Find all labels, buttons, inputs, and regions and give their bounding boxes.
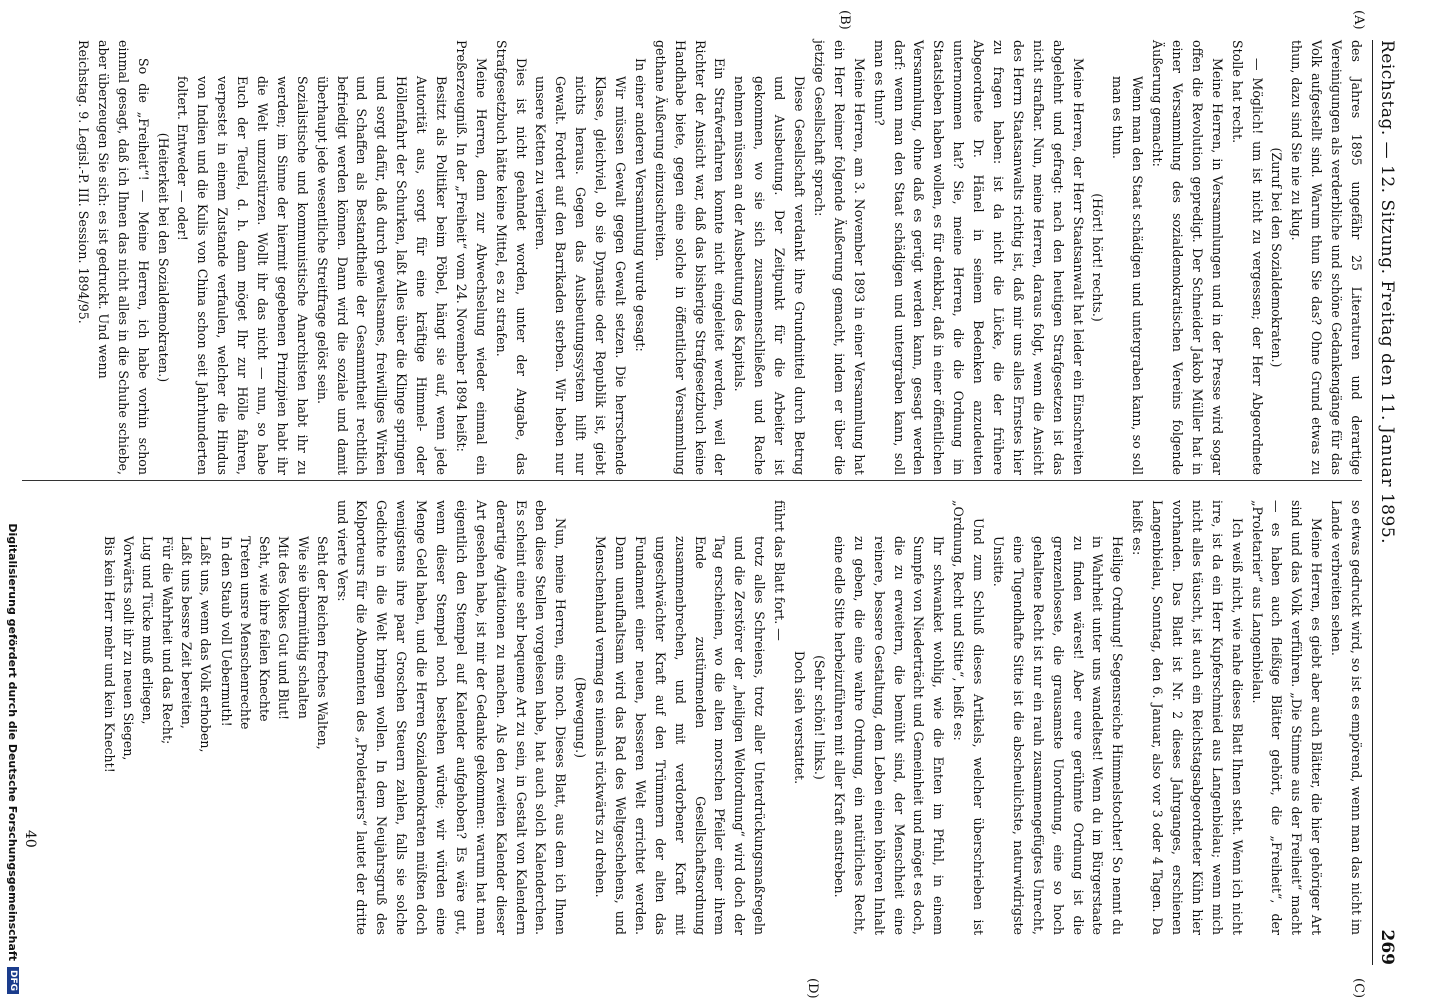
quotation: Besitzt als Politiker beim Pöbel, hängt sie auf, wenn jede Autorität aus, sorgt für eine kräftige Himmel- oder Höllenfahrt der Schurken, laßt Alles über die Klinge springen und sorgt dafür, daß durch gewaltsames, freiwilliges Wirken und Schaffen als Bestandtheile der Gesammtheit rechtlich befriedigt werden können. Dann wird die soziale und damit überhaupt jede wesentliche Streitfrage gelöst sein. — [314, 76, 450, 475]
digitization-note — [2, 0, 24, 1000]
paragraph: In einer anderen Versammlung wurde gesagt: — [632, 58, 648, 352]
paragraph: des Jahres 1895 ungefähr 25 Literaturen und derartige Vereinigungen als verderbliche und schöne Gedankengänge für das Volk aufgestellt sind. Warum thun Sie das? Ohne Grund etwas zu thun, dazu sind Sie nie zu klug. — [1289, 40, 1364, 475]
quotation: Diese Gesellschaft verdankt ihre Grundmittel durch Betrug und Ausbeutung. Der Zeitpunkt für die Arbeiter ist gekommen, wo sie sich zusammenschließen und Rache nehmen müssen an der Ausbeutung des Kapitals. — [732, 76, 808, 475]
margin-marker-d: (D) — [805, 978, 820, 999]
quotation: Ihr schwanket wohlig, wie die Enten im Pfuhl, in einem Sumpfe von Niederträcht und Gemeinheit und möget es doch, die zu erweitern, die bemüht sind, der Menschheit eine reinere, bessere Gestaltung, dem Leben einen höheren Inhalt zu geben, die eine wahre Ordnung, ein natürliches Recht, eine edle Sitte herbeizuführen mit aller Kraft anstreben. — [831, 536, 947, 935]
left-column — [73, 40, 1366, 475]
interjection: (Bewegung.) — [573, 676, 589, 759]
poem-verse: Laßt uns, wenn das Volk erhoben, Laßt uns bessre Zeit bereiten, Für die Wahrheit und das Recht; Lug und Tücke muß erliegen, Vorwärts sollt ihr zu neuen Siegen, Bis kein Herr mehr und kein Knecht! — [102, 536, 213, 773]
quotation: trotz alles Schreiens, trotz aller Unterdrückungsmaßregeln und die Zerstörer der „heiligen Weltordnung“ wird doch der Tag erscheinen, wo die alten morschen Pfeiler einer ihrem Ende zustürmenden Gesellschaftsordnung zusammenbrechen, und mit verdorbener Kraft mit ungeschwächter Kraft auf den Trümmern der alten das Fundament einer neuen, besseren Welt errichtet werden. Dann unaufhaltsam wird das Rad des Weltgeschehens, und Menschenhand vermag es niemals rückwärts zu drehen. — [593, 536, 768, 935]
paragraph: Meine Herren, am 3. November 1893 in einer Versammlung hat ein Herr Reimer folgende Äußerung gemacht, indem er über die jetzige Gesellschaft sprach: — [811, 40, 867, 475]
signature-number: 40 — [22, 830, 38, 848]
paragraph: Dies ist nicht geahndet worden, unter der Angabe, das Strafgesetzbuch hätte keine Mittel, es zu strafen. — [493, 40, 529, 475]
paragraph: — Möglich! um ist nicht zu vergessen; der Herr Abgeordnete Stolle hat recht. — [1229, 40, 1265, 475]
paragraph: so etwas gedruckt wird, so ist es empörend, wenn man das nicht im Lande verbreiten sehen. — [1329, 500, 1364, 935]
margin-marker-a: (A) — [1351, 10, 1366, 30]
paragraph: Meine Herren, es giebt aber auch Blätter, die hier gehöriger Art sind und das Volk verführen. „Die Stimme aus der Freiheit“ macht — es haben auch fleißige Blätter gehört, die „Freiheit“, der „Proletarier“ aus Langenbielau. — [1249, 500, 1325, 935]
paragraph: Und zum Schluß dieses Artikels, welcher überschrieben ist „Ordnung, Recht und Sitte“, heißt es: — [951, 500, 987, 935]
paragraph: Meine Herren, in Versammlungen und in der Presse wird sogar offen die Revolution gepredigt. Der Schneider Jakob Müller hat in einer Versammlung des sozialdemokratischen Vereins folgende Äußerung gemacht: — [1150, 40, 1225, 475]
quotation: Wir müssen Gewalt gegen Gewalt setzen. Die herrschende Klasse, gleichviel, ob sie Dynastie oder Republik ist, giebt nichts heraus. Gegen das Ausbeutungssystem hilft nur Gewalt. Fordert auf den Barrikaden sterben. Wir heben nur unsere Ketten zu verlieren. — [533, 76, 629, 475]
paragraph: Doch sieh verstattet. — [792, 650, 808, 785]
margin-marker-b: (B) — [837, 10, 852, 30]
running-title: Reichstag. — 12. Sitzung. Freitag den 11. Januar 1895. — [1377, 40, 1397, 545]
page-header — [1372, 40, 1412, 965]
paragraph: Ich weiß nicht, wie nahe dieses Blatt Ihnen steht. Wenn ich nicht irre, ist da ein Herr Kupferschmied aus Langenbielau; wenn mich nicht alles täuscht, ist auch ein Reichstagsabgeordneter Kühn hier vorhanden. Das Blatt ist Nr. 2 dieses Jahrganges, erschienen Langenbielau, Sonntag, den 6. Januar, also vor 3 oder 4 Tagen. Da heißt es: — [1130, 500, 1245, 935]
page-number: 269 — [1377, 929, 1397, 965]
dfg-logo: DFG — [7, 967, 19, 994]
quotation: Sozialistische und kommunistische Anarchisten habt ihr zu werden; im Sinne der hiermit gegebenen Prinzipien habt ihr die Welt umzustürzen. Wollt ihr das nicht — nun, so habe Euch der Teufel, d. h. dann möget Ihr zur Hölle fahren, verpestet in einem Zustande verfaulen, welcher die Hindus von Indien und die Kulis von China schon seit Jahrhunderten foltert. Entweder — oder! — [175, 76, 310, 475]
source-footer: Reichstag. 9. Legisl.-P. III. Session. 1894/95. — [76, 40, 91, 324]
interjection: (Hört! hört! rechts.) — [1090, 193, 1106, 322]
interjection: (Zuruf bei den Sozialdemokraten.) — [1269, 147, 1285, 368]
quotation: Wenn man den Staat schädigen und untergraben kann, so soll man es thun. — [1110, 76, 1146, 475]
poem-verse: Seht der Reichen freches Walten, Wie sie übermüthig schalten Mit des Volkes Gut und Blut! Seht, wie ihre feilen Knechte Treten unsre Menschenrechte In den Staub voll Uebermuth! — [218, 536, 330, 750]
quotation: Heilige Ordnung! Segensreiche Himmelstochter! So nennt du in Wahrheit unter uns wandeltest! Wenn du im Bürgerstaate zu finden wärest! Aber eure gerühmte Ordnung ist die grenzenloseste, die grausamste Unordnung, eine so hoch gehaltene Recht ist nur ein rauh zusammengefügtes Unrecht, eine Tugendhafte Sitte ist die abscheulichste, naturwidrigste Unsitte. — [990, 536, 1126, 935]
paragraph: Meine Herren, denn zur Abwechselung wieder einmal ein Preßerzeugniß. In der „Freiheit“ vom 24. November 1894 heißt: — [453, 40, 489, 475]
column-divider — [22, 480, 1362, 481]
paragraph: Meine Herren, der Herr Staatsanwalt hat leider ein Einschreiten abgelehnt und gefragt: nach den heutigen Strafgesetzen ist das nicht strafbar. Nun, meine Herren, daraus folgt, wenn die Ansicht des Herrn Staatsanwalts richtig ist, daß mir uns alles Ernstes hier zu fragen haben: ist da nicht die Lücke, die der frühere Abgeordnete Dr. Hänel in seinem Bedenken anzudeuten unternommen hat? Sie, meine Herren, die die Ordnung im Staatsleben haben wollen, es für denkbar, daß in einer öffentlichen Versammlung, ohne daß es gerügt werden kann, gesagt werden darf: wenn man den Staat schädigen und untergraben kann, soll man es thun? — [871, 40, 1086, 475]
paragraph: So die „Freiheit“! — Meine Herren, ich habe vorhin schon einmal gesagt, daß ich Ihnen das nicht alles in die Schuhe schiebe, aber überzeugen Sie sich: es ist gedruckt. Und wenn — [95, 40, 151, 475]
paragraph: Ein Strafverfahren konnte nicht eingeleitet werden, weil der Richter der Ansicht war, daß das bisherige Strafgesetzbuch keine Handhabe biete, gegen eine solche in öffentlicher Versammlung gethane Äußerung einzuschreiten. — [652, 40, 728, 475]
paragraph: Nun, meine Herren, eins noch. Dieses Blatt, aus dem ich Ihnen eben diese Stellen vorgelesen habe, hat auch solch Kalenderchen. Es scheint eine sehr bequeme Art zu sein, in Gestalt von Kalendern derartige Agitationen zu machen. Als den zweiten Kalender dieser Art gesehen habe, ist mir der Gedanke gekommen: warum hat man eigentlich den Stempel auf Kalender aufgehoben? Es wäre gut, wenn dieser Stempel noch bestehen würde; wir würden eine Menge Geld haben, und die Herren Sozialdemokraten müßten doch wenigstens ihre paar Groschen Steuern zahlen, falls sie solche Gedichte in die Welt bringen wollen. In dem Neujahrsgruß des Kolporteurs für die Abonnenten des „Proletariers“ lautet der dritte und vierte Vers: — [334, 500, 569, 935]
paragraph: führt das Blatt fort. — — [772, 500, 788, 641]
digitization-text: Digitalisierung gefördert durch die Deutsche Forschungsgemeinschaft — [6, 523, 20, 961]
margin-marker-c: (C) — [1351, 978, 1366, 999]
right-column — [100, 500, 1366, 935]
interjection: (Heiterkeit bei den Sozialdemokraten.) — [155, 132, 171, 383]
interjection: (Sehr schön! links.) — [811, 655, 827, 780]
